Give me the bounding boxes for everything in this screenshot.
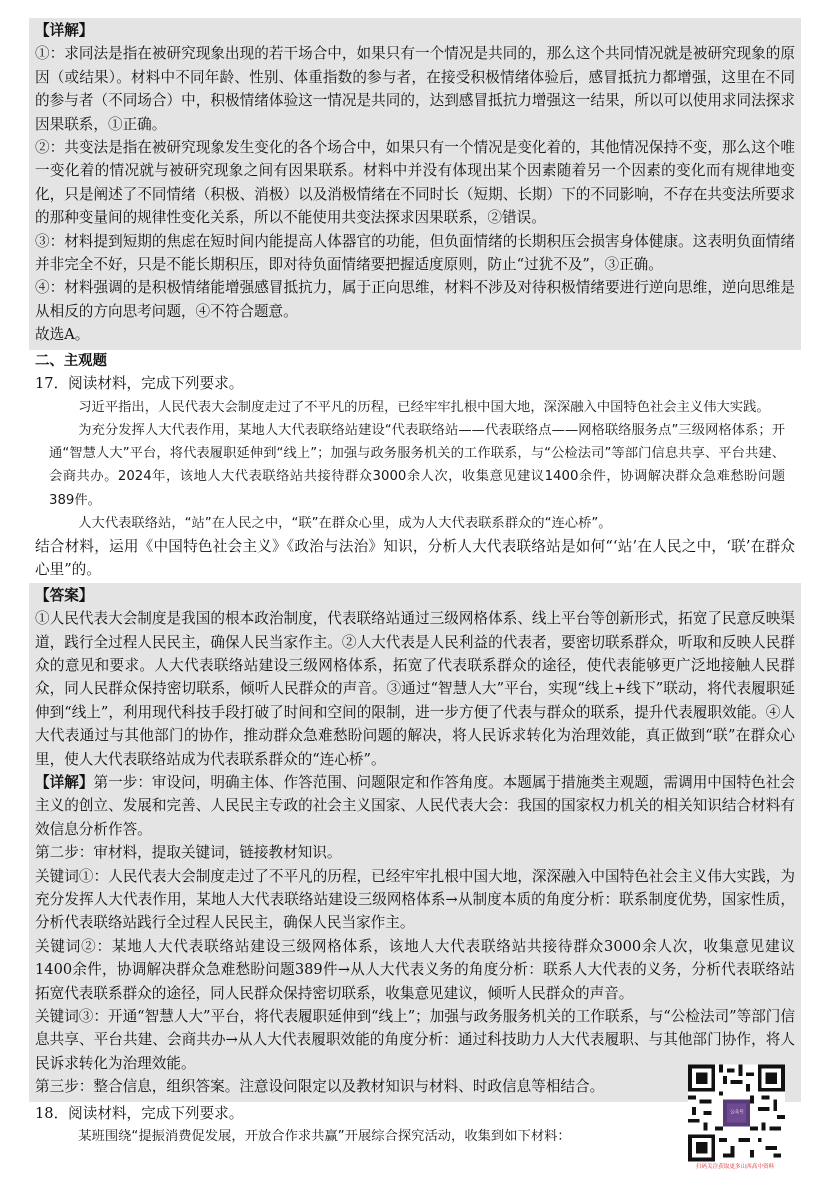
q17-task: 结合材料，运用《中国特色社会主义》《政治与法治》知识，分析人大代表联络站是如何“‘站’在人民之中，‘联’在群众心里”的。 xyxy=(35,537,795,579)
detail-17-step1: 【详解】第一步：审设问，明确主体、作答范围、问题限定和作答角度。本题属于措施类主观题，需调用中国特色社会主义的创立、发展和完善、人民民主专政的社会主义国家、人民代表大会：我国的国家权力机关的相关知识结合材料有效信息分析作答。 xyxy=(35,773,795,838)
detail-block-prev xyxy=(29,18,801,350)
question-18-block xyxy=(35,1102,665,1149)
detail-point-4: ④：材料强调的是积极情绪能增强感冒抵抗力，属于正向思维，材料不涉及对待积极情绪要进行逆向思维，逆向思维是从相反的方向思考问题，④不符合题意。 xyxy=(35,279,795,320)
qr-caption: 扫码关注获取更多山西高中资料 xyxy=(695,1164,775,1170)
detail-17-step3: 第三步：整合信息，组织答案。注意设问限定以及教材知识与材料、时政信息等相结合。 xyxy=(35,1078,605,1096)
q18-material-1: 某班围绕“提振消费促发展，开放合作求共赢”开展综合探究活动，收集到如下材料： xyxy=(78,1129,571,1145)
q17-material-3: 人大代表联络站，“站”在人民之中，“联”在群众心里，成为人大代表联系群众的“连心桥”。 xyxy=(78,515,612,531)
q18-stem: 18．阅读材料，完成下列要求。 xyxy=(35,1104,244,1122)
section-heading: 二、主观题 xyxy=(35,352,107,369)
detail-17-step2: 第二步：审材料，提取关键词，链接教材知识。 xyxy=(35,844,342,862)
detail-choice: 故选A。 xyxy=(35,326,90,344)
q17-material-2: 为充分发挥人大代表作用，某地人大代表联络站建设“代表联络站——代表联络点——网格联络服务点”三级网格体系；开通“智慧人大”平台，将代表履职延伸到“线上”；加强与政务服务机关的工作联系，与“公检法司”等部门信息共享、平台共建、会商共办。2024年，该地人大代表联络站共接待群众3000余人次，收集意见建议1400余件，协调解决群众急难愁盼问题389件。 xyxy=(49,422,785,508)
answer-text: ①人民代表大会制度是我国的根本政治制度，代表联络站通过三级网格体系、线上平台等创新形式，拓宽了民意反映渠道，践行全过程人民民主，确保人民当家作主。②人大代表是人民利益的代表者，要密切联系群众，听取和反映人民群众的意见和要求。人大代表联络站建设三级网格体系，拓宽了代表联系群众的途径，使代表能够更广泛地接触人民群众，同人民群众保持密切联系，倾听人民群众的声音。③通过“智慧人大”平台，实现“线上+线下”联动，将代表履职延伸到“线上”，利用现代科技手段打破了时间和空间的限制，进一步方便了代表与群众的联系，提升代表履职效能。④人大代表通过与其他部门的协作，推动群众急难愁盼问题的解决，将人民诉求转化为治理效能，真正做到“联”在群众心里，使人大代表联络站成为代表联系群众的“连心桥”。 xyxy=(35,610,795,768)
qr-badge: 公众号 xyxy=(730,1110,744,1115)
q17-material-1: 习近平指出，人民代表大会制度走过了不平凡的历程，已经牢牢扎根中国大地，深深融入中国特色社会主义伟大实践。 xyxy=(78,399,770,415)
question-17-block xyxy=(35,350,795,582)
detail-point-3: ③：材料提到短期的焦虑在短时间内能提高人体器官的功能，但负面情绪的长期积压会损害身体健康。这表明负面情绪并非完全不好，只是不能长期积压，即对待负面情绪要把握适度原则，防止“过犹不及”，③正确。 xyxy=(35,232,795,274)
answer-block-17 xyxy=(29,583,801,1102)
detail-17-keyword2: 关键词②：某地人大代表联络站建设三级网格体系，该地人大代表联络站共接待群众3000余人次，收集意见建议1400余件，协调解决群众急难愁盼问题389件→从人大代表义务的角度分析：联系人大代表的义务，分析代表联络站拓宽代表联系群众的途径，同人民群众保持密切联系，收集意见建议，倾听人民群众的声音。 xyxy=(35,937,795,1002)
q17-stem: 17．阅读材料，完成下列要求。 xyxy=(35,375,244,393)
detail-point-2: ②：共变法是指在被研究现象发生变化的各个场合中，如果只有一个情况是变化着的，其他情况保持不变，那么这个唯一变化着的情况就与被研究现象之间有因果联系。材料中并没有体现出某个因素随着另一个因素的变化而有规律地变化，只是阐述了不同情绪（积极、消极）以及消极情绪在不同时长（短期、长期）下的不同影响，不存在共变法所要求的那种变量间的规律性变化关系，所以不能使用共变法探求因果联系，②错误。 xyxy=(35,139,795,227)
detail-17-keyword3: 关键词③：开通“智慧人大”平台，将代表履职延伸到“线上”；加强与政务服务机关的工作联系，与“公检法司”等部门信息共享、平台共建、会商共办→从人大代表履职效能的角度分析：通过科技助力人大代表履职、与其他部门协作，将人民诉求转化为治理效能。 xyxy=(35,1008,795,1072)
detail-label: 【详解】 xyxy=(35,22,94,39)
q17-material xyxy=(35,396,795,535)
detail-17-keyword1: 关键词①：人民代表大会制度走过了不平凡的历程，已经牢牢扎根中国大地，深深融入中国特色社会主义伟大实践，为充分发挥人大代表作用，某地人大代表联络站建设三级网格体系→从制度本质的角度分析：联系制度优势，国家性质，分析代表联络站践行全过程人民民主，确保人民当家作主。 xyxy=(35,867,795,932)
answer-label: 【答案】 xyxy=(35,586,94,604)
detail-point-1: ①：求同法是指在被研究现象出现的若干场合中，如果只有一个情况是共同的，那么这个共同情况就是被研究现象的原因（或结果）。材料中不同年龄、性别、体重指数的参与者，在接受积极情绪体验后，感冒抵抗力都增强，这里在不同的参与者（不同场合）中，积极情绪体验这一情况是共同的，达到感冒抵抗力增强这一结果，所以可以使用求同法探求因果联系，①正确。 xyxy=(35,45,795,133)
